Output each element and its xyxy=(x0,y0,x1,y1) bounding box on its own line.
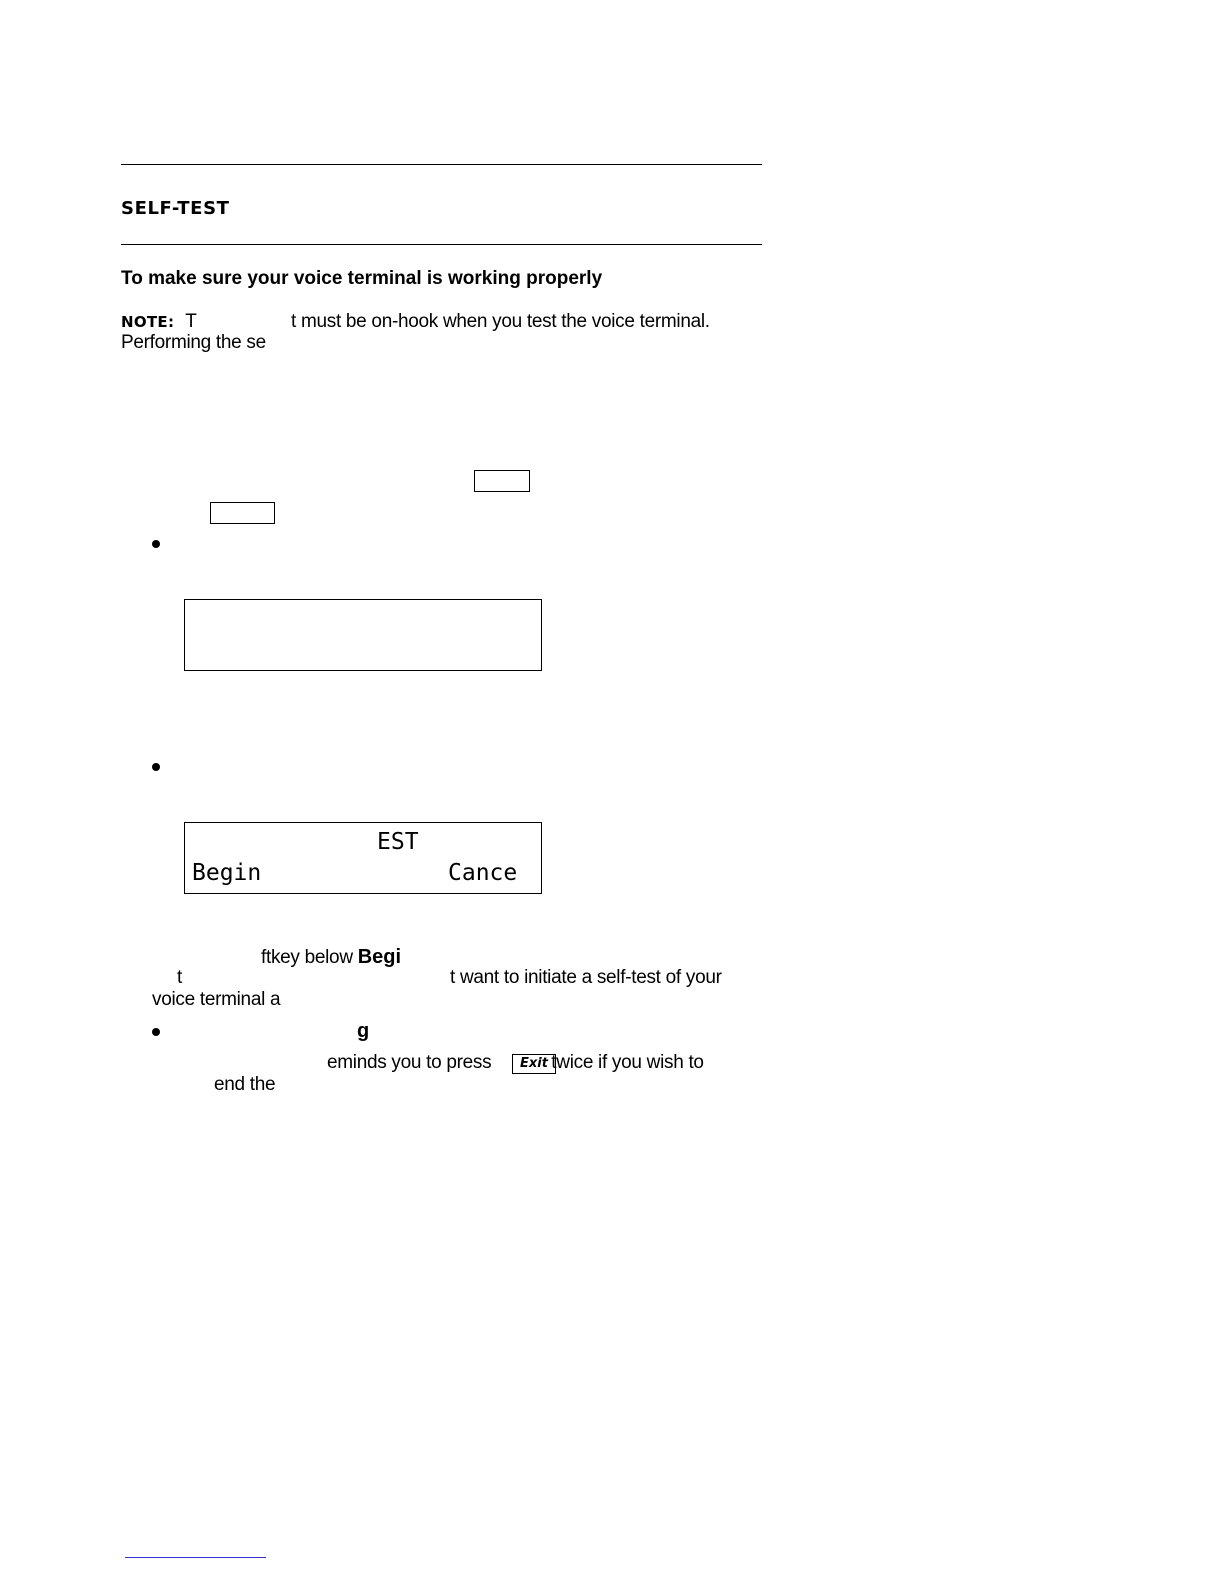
step-line-2-start: t xyxy=(177,967,182,988)
note-line-2: Performing the se xyxy=(121,332,266,353)
bullet-3-text-before: eminds you to press xyxy=(327,1052,497,1073)
button-key-box xyxy=(474,470,530,492)
display-screen-2 xyxy=(184,822,542,894)
step-line-1 xyxy=(261,946,401,969)
bullet-3-text-after: twice if you wish to xyxy=(546,1052,704,1073)
section-title: SELF-TEST xyxy=(121,198,230,219)
step-line-2-end: t want to initiate a self-test of your xyxy=(450,967,722,988)
section-rule xyxy=(121,244,762,245)
note-fragment-1: T xyxy=(185,311,197,332)
note-fragment-2: t must be on-hook when you test the voice terminal. xyxy=(291,311,710,332)
exit-key-icon: Exit xyxy=(512,1054,556,1074)
bullet-icon xyxy=(152,540,160,548)
bullet-3-line-3: end the xyxy=(214,1074,276,1095)
display-screen-1 xyxy=(184,599,542,671)
procedure-heading: To make sure your voice terminal is working properly xyxy=(121,268,603,289)
note-label: NOTE: xyxy=(121,313,175,331)
softkey-begin-label: Begin xyxy=(192,860,262,886)
note-line-1 xyxy=(121,311,197,333)
step-line-1-text: ftkey below xyxy=(261,947,358,968)
footer-link-underline xyxy=(125,1557,266,1558)
button-key-box xyxy=(210,502,275,524)
bullet-icon xyxy=(152,1028,160,1036)
top-rule xyxy=(121,164,762,165)
begin-bold-text: Begi xyxy=(357,946,402,968)
display-line-1: EST xyxy=(377,829,419,855)
softkey-cancel-label: Cance xyxy=(448,860,518,886)
step-line-3: voice terminal a xyxy=(152,989,281,1010)
bold-fragment: g xyxy=(357,1020,370,1042)
bullet-icon xyxy=(152,763,160,771)
